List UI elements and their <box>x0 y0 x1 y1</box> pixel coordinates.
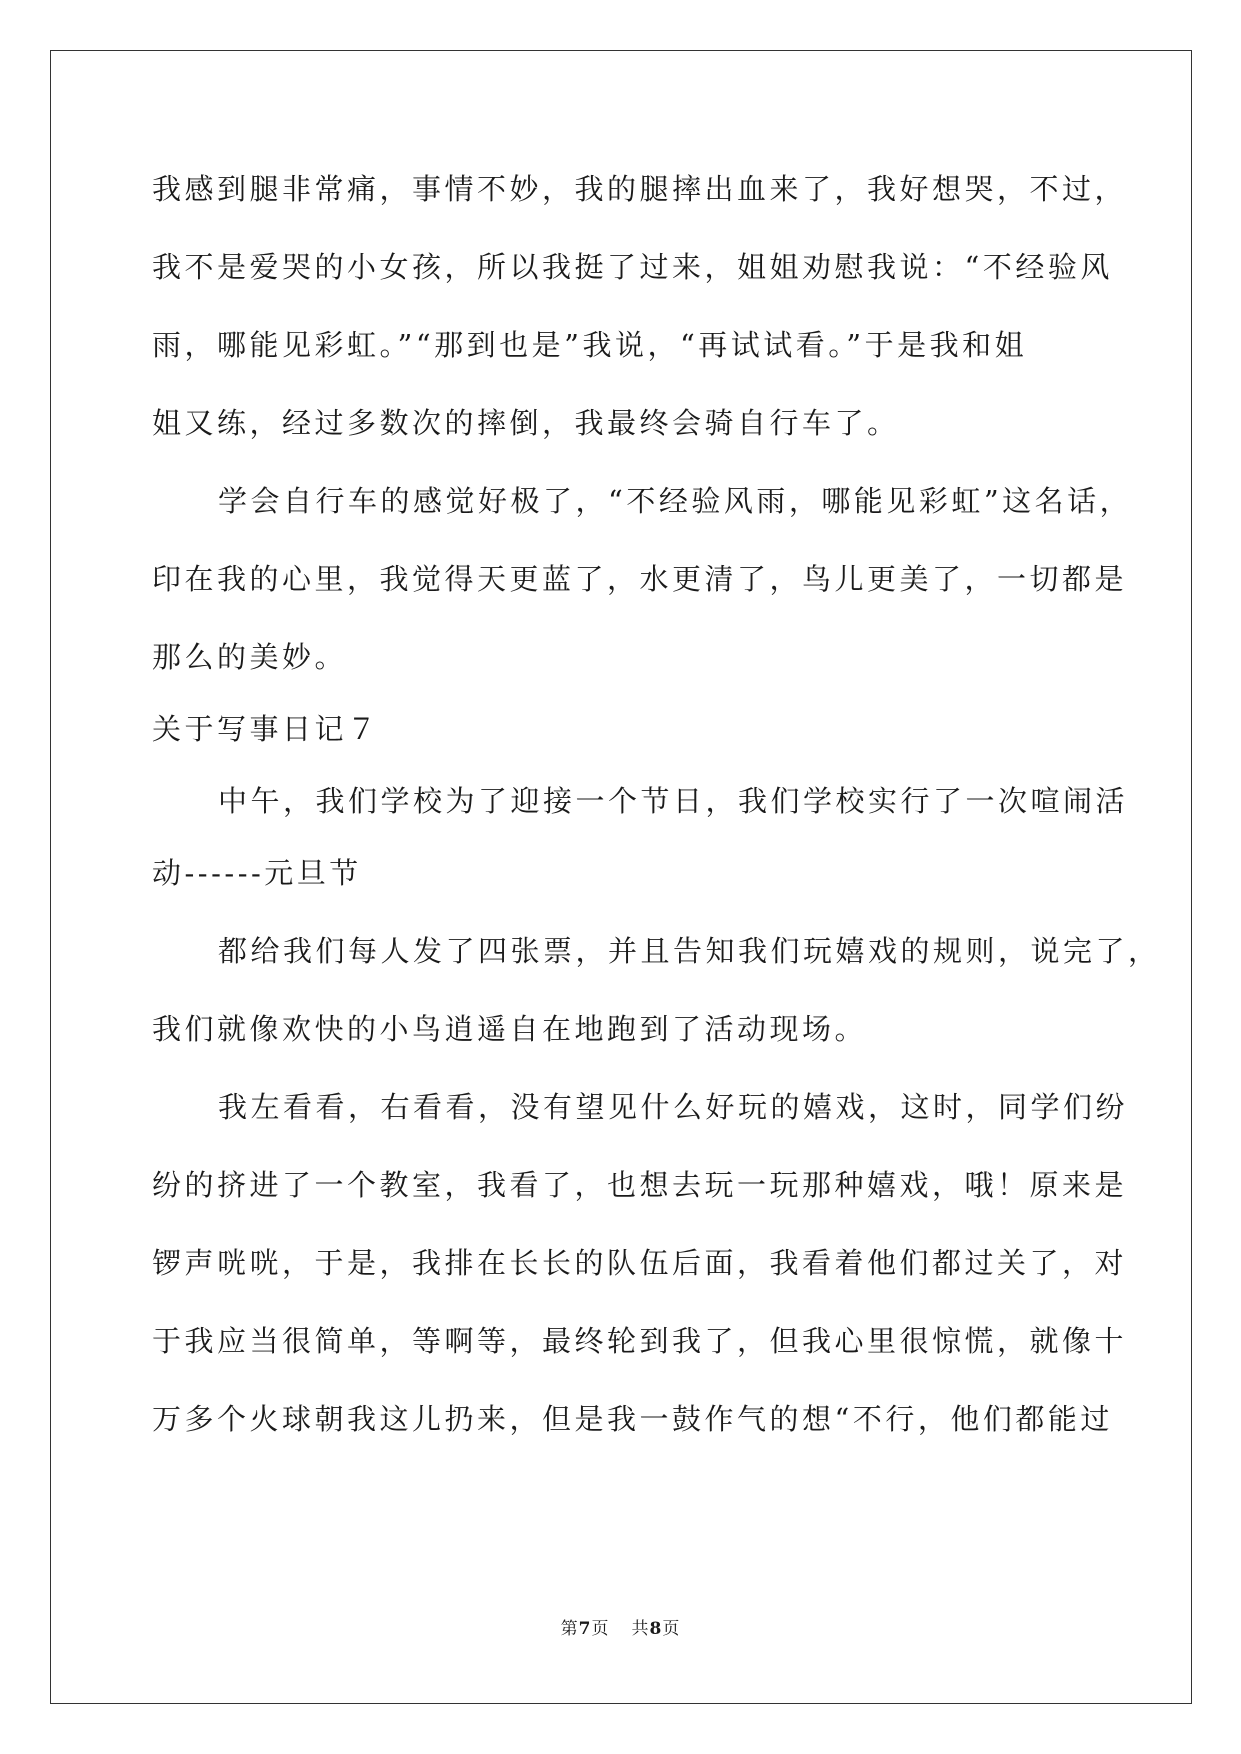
text-line: 雨，哪能见彩虹。”“那到也是”我说，“再试试看。”于是我和姐 <box>152 328 1028 362</box>
footer-total-unit: 页 <box>662 1619 681 1639</box>
text-line: 于我应当很简单，等啊等，最终轮到我了，但我心里很惊慌，就像十 <box>152 1324 1128 1358</box>
text-line: 那么的美妙。 <box>152 640 348 674</box>
page-footer <box>0 1614 1241 1639</box>
document-body <box>152 165 1161 1473</box>
text-line: 纷的挤进了一个教室，我看了，也想去玩一玩那种嬉戏，哦！原来是 <box>152 1168 1128 1202</box>
footer-total-prefix: 共 <box>631 1619 650 1639</box>
text-line: 我不是爱哭的小女孩，所以我挺了过来，姐姐劝慰我说：“不经验风 <box>152 250 1113 284</box>
paragraph-start-line: 我左看看，右看看，没有望见什么好玩的嬉戏，这时，同学们纷 <box>218 1090 1129 1124</box>
footer-page-unit: 页 <box>591 1619 610 1639</box>
footer-prefix: 第 <box>560 1619 579 1639</box>
current-page-number: 7 <box>578 1619 592 1639</box>
text-line: 姐又练，经过多数次的摔倒，我最终会骑自行车了。 <box>152 406 900 440</box>
text-line: 锣声咣咣，于是，我排在长长的队伍后面，我看着他们都过关了，对 <box>152 1246 1128 1280</box>
text-line: 我感到腿非常痛，事情不妙，我的腿摔出血来了，我好想哭，不过， <box>152 172 1128 206</box>
total-page-count: 8 <box>649 1619 663 1639</box>
text-line: 万多个火球朝我这儿扔来，但是我一鼓作气的想“不行，他们都能过 <box>152 1402 1113 1436</box>
paragraph-start-line: 都给我们每人发了四张票，并且告知我们玩嬉戏的规则，说完了， <box>218 934 1161 968</box>
text-line: 我们就像欢快的小鸟逍遥自在地跑到了活动现场。 <box>152 1012 868 1046</box>
paragraph-start-line: 学会自行车的感觉好极了，“不经验风雨，哪能见彩虹”这名话， <box>218 484 1133 518</box>
paragraph-start-line: 中午，我们学校为了迎接一个节日，我们学校实行了一次喧闹活 <box>218 784 1129 818</box>
text-line: 印在我的心里，我觉得天更蓝了，水更清了，鸟儿更美了，一切都是 <box>152 562 1128 596</box>
text-line: 动------元旦节 <box>152 856 362 890</box>
section-heading: 关于写事日记７ <box>152 712 380 746</box>
